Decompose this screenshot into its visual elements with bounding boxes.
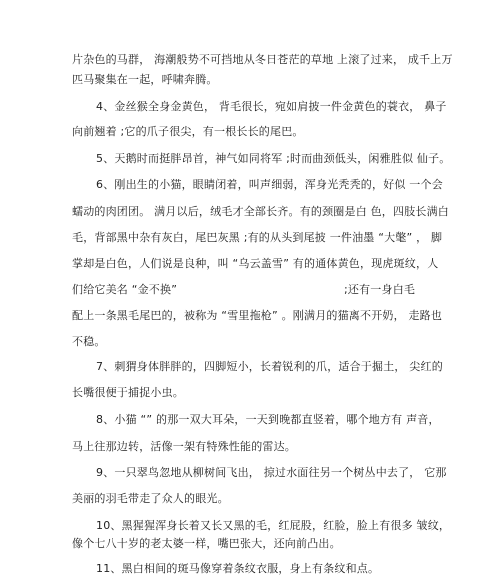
text-segment: ;还有一身白毛 [344,283,416,296]
text-line: 蠕动的肉团团。 满月以后，绒毛才全部长齐。有的颈圈是白 色，四肢长满白 [72,205,449,218]
text-line: 掌却是白色，人们说是良种，叫 “乌云盖雪” 有的通体黄色，现虎斑纹，人 [72,257,439,270]
text-line: 配上一条黑毛尾巴的，被称为 “雪里拖枪” 。刚满月的猫离不开奶， 走路也 [72,309,443,322]
text-line: 7、刺猬身体胖胖的，四脚短小，长着锐利的爪，适合于掘土， 尖红的 [96,360,443,373]
text-line: 4、金丝猴全身金黄色， 背毛很长，宛如肩披一件金黄色的蓑衣， 鼻子 [96,100,447,113]
text-line: 9、一只翠鸟忽地从柳树间飞出， 掠过水面往另一个树丛中去了， 它那 [96,466,447,479]
text-line-cut: 11、黑白相间的斑马像穿着条纹衣服，身上有条纹和点。 [96,562,380,575]
text-line: 10、黑猩猩浑身长着又长又黑的毛，红屁股，红脸，脸上有很多 皱纹， [96,519,451,532]
text-line: 长嘴很便于捕捉小虫。 [72,386,184,399]
text-segment: 们给它美名 “金不换” [72,283,178,296]
text-line: 匹马聚集在一起，呼啸奔腾。 [72,73,218,86]
text-line: 8、小猫 “” 的那一双大耳朵，一天到晚都直竖着，哪个地方有 声音， [96,413,440,426]
text-line: 美丽的羽毛带走了众人的眼光。 [72,492,229,505]
text-line: 不稳。 [72,335,106,348]
text-line: 马上往那边转，活像一架有特殊性能的雷达。 [72,440,296,453]
text-line: 向前翘着 ;它的爪子很尖，有一根长长的尾巴。 [72,125,304,138]
text-line: 6、刚出生的小猫，眼睛闭着，叫声细弱，浑身光秃秃的，好似 一个会 [96,178,443,191]
text-line: 毛，背部黑中杂有灰白，尾巴灰黑 ;有的从头到尾披 一件油墨 “大氅” ， 脚 [72,231,443,244]
text-line: 5、天鹅时而挺胖昂首，神气如同将军 ;时而曲颈低头，闲雅胜似 仙子。 [96,152,451,165]
text-line: 片杂色的马群， 海潮般势不可挡地从冬日苍茫的草地 上滚了过来， 成千上万 [72,53,453,66]
text-line [0,282,500,298]
text-line: 像个七八十岁的老太婆一样，嘴巴张大，还向前凸出。 [72,537,341,550]
